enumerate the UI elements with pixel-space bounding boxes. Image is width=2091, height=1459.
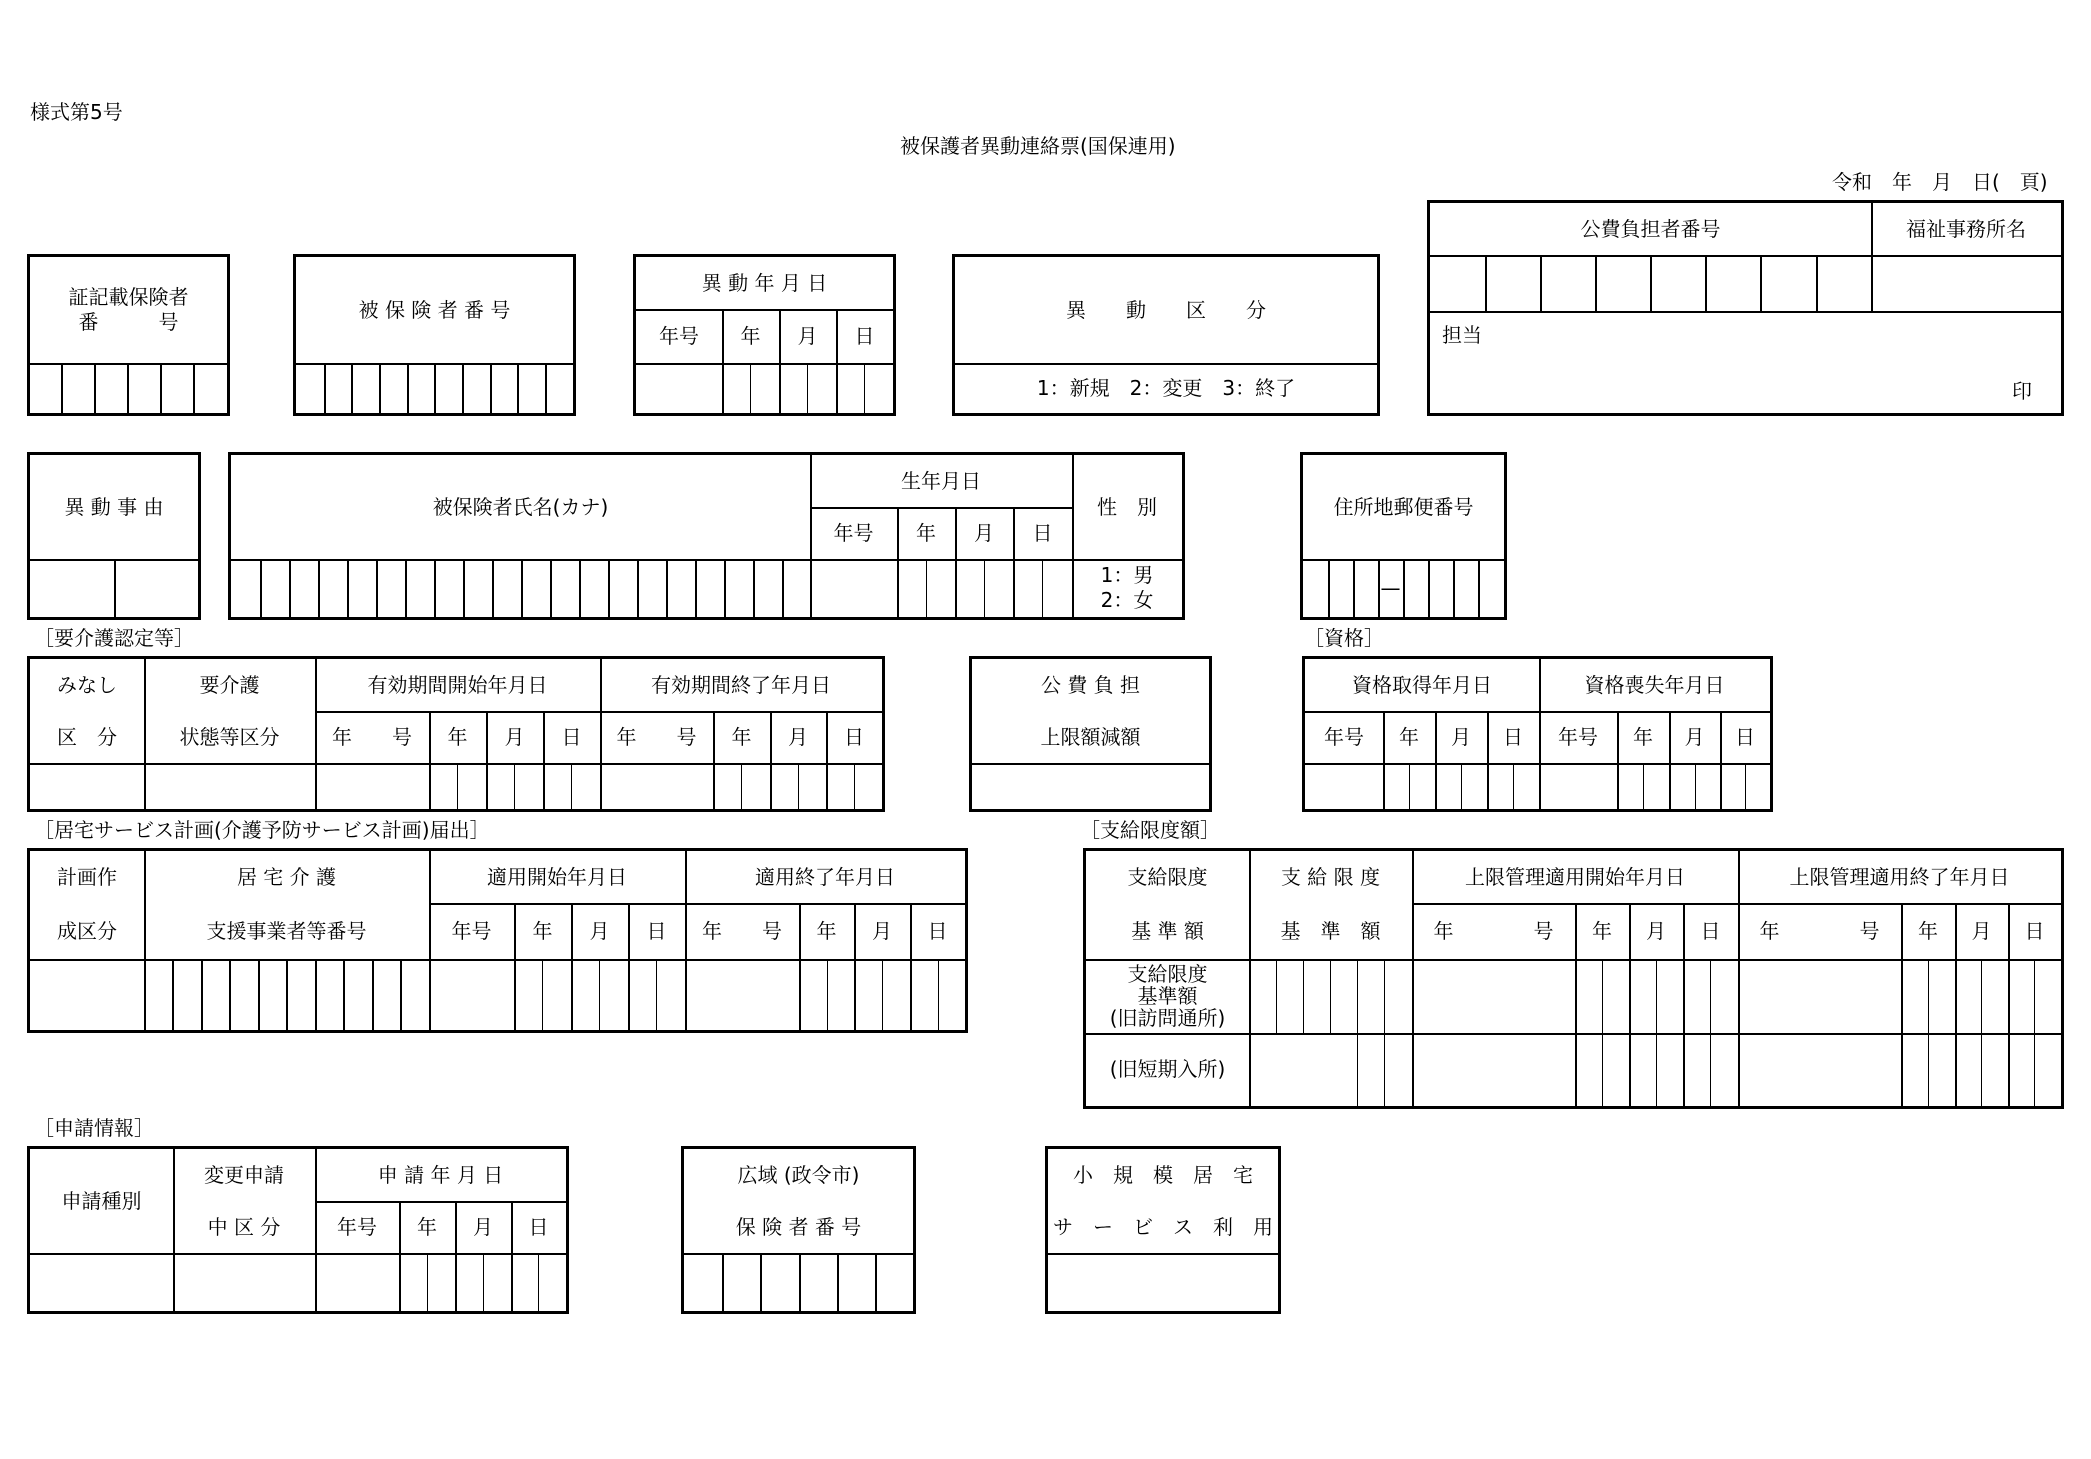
change-reason-label: 異 動 事 由 <box>64 494 164 519</box>
application-table <box>27 1146 569 1314</box>
qual-get-era: 年号 <box>1324 724 1364 749</box>
change-type-label: 異 動 区 分 <box>1066 297 1266 322</box>
old-short-label: (旧短期入所) <box>1109 1057 1226 1081</box>
limit-std-label-2: 基 準 額 <box>1131 918 1204 943</box>
cap-end-year: 年 <box>1918 918 1938 943</box>
deemed-label: みなし <box>57 672 117 697</box>
wide-area-label: 広域 (政令市) <box>737 1162 860 1187</box>
qual-get-month: 月 <box>1451 724 1471 749</box>
change-type-box <box>952 254 1380 416</box>
limit-reduce-label: 上限額減額 <box>1040 724 1141 749</box>
section-qualification: ［資格］ <box>1304 626 1384 650</box>
postal-box <box>1300 452 1507 620</box>
birth-era: 年号 <box>833 520 874 545</box>
birth-day: 日 <box>1032 520 1053 545</box>
valid-end-month: 月 <box>788 724 808 749</box>
name-birth-sex-box <box>228 452 1185 620</box>
insurer-number-label: 証記載保険者 番 号 <box>68 285 189 334</box>
section-care-cert: ［要介護認定等］ <box>34 626 194 650</box>
apply-date-year: 年 <box>417 1214 437 1239</box>
apply-date-day: 日 <box>528 1214 549 1239</box>
change-date-label: 異 動 年 月 日 <box>701 270 828 295</box>
form-title: 被保護者異動連絡票(国保連用) <box>900 134 1176 158</box>
care-status-label: 状態等区分 <box>179 724 280 749</box>
home-plan-table <box>27 848 968 1033</box>
wide-area-box <box>681 1146 916 1314</box>
change-date-month: 月 <box>797 323 818 348</box>
apply-end-label: 適用終了年月日 <box>755 864 895 889</box>
cap-end-label: 上限管理適用終了年月日 <box>1789 864 2010 889</box>
limit-std-label: 支給限度 <box>1127 864 1208 889</box>
apply-start-year: 年 <box>532 918 553 943</box>
payer-number-label: 公費負担者番号 <box>1580 216 1721 241</box>
change-apply-label-2: 中 区 分 <box>207 1214 281 1239</box>
plan-create-label-2: 成区分 <box>57 918 117 943</box>
change-date-day: 日 <box>854 323 875 348</box>
valid-start-day: 日 <box>561 724 582 749</box>
insured-number-label: 被 保 険 者 番 号 <box>358 297 511 322</box>
limit-table <box>1083 848 2064 1109</box>
payer-box <box>1427 200 2064 416</box>
insured-number-box <box>293 254 576 416</box>
qual-loss-year: 年 <box>1633 724 1653 749</box>
change-date-year: 年 <box>740 323 761 348</box>
public-burden-label: 公 費 負 担 <box>1040 672 1141 697</box>
limit-amt-label-2: 基 準 額 <box>1280 918 1381 943</box>
qualification-table <box>1302 656 1773 812</box>
cap-end-day: 日 <box>2024 918 2045 943</box>
change-date-era: 年号 <box>659 323 699 348</box>
cap-end-month: 月 <box>1971 918 1992 943</box>
valid-end-label: 有効期間終了年月日 <box>651 672 831 697</box>
care-cert-table <box>27 656 885 812</box>
valid-start-label: 有効期間開始年月日 <box>367 672 548 697</box>
apply-start-day: 日 <box>646 918 667 943</box>
change-reason-box <box>27 452 201 620</box>
small-scale-label: 小 規 模 居 宅 <box>1073 1162 1253 1187</box>
section-limit: ［支給限度額］ <box>1080 818 1220 842</box>
apply-date-label: 申 請 年 月 日 <box>377 1162 504 1187</box>
date-line: 令和 年 月 日( 頁) <box>1832 170 2048 194</box>
section-home-plan: ［居宅サービス計画(介護予防サービス計画)届出］ <box>34 818 490 842</box>
valid-end-year: 年 <box>731 724 752 749</box>
cap-start-day: 日 <box>1700 918 1721 943</box>
change-date-box <box>633 254 896 416</box>
apply-start-month: 月 <box>589 918 610 943</box>
qual-loss-era: 年号 <box>1558 724 1598 749</box>
apply-date-era: 年号 <box>337 1214 377 1239</box>
valid-end-era: 年 号 <box>616 724 697 749</box>
form-number: 様式第5号 <box>30 100 123 124</box>
cap-end-era: 年 号 <box>1759 918 1880 943</box>
change-apply-label: 変更申請 <box>204 1162 284 1187</box>
limit-amt-label: 支 給 限 度 <box>1280 864 1381 889</box>
sex-label: 性 別 <box>1097 494 1157 519</box>
apply-end-year: 年 <box>816 918 837 943</box>
wide-insurer-label: 保 険 者 番 号 <box>735 1214 862 1239</box>
care-level-label: 要介護 <box>199 672 260 697</box>
plan-create-label: 計画作 <box>57 864 117 889</box>
deemed-category-label: 区 分 <box>57 724 117 749</box>
valid-start-era: 年 号 <box>332 724 412 749</box>
postal-dash: — <box>1380 575 1401 600</box>
home-care-label: 居 宅 介 護 <box>236 864 337 889</box>
valid-end-day: 日 <box>844 724 864 749</box>
postal-label: 住所地郵便番号 <box>1333 494 1474 519</box>
name-kana-label: 被保険者氏名(カナ) <box>432 494 609 519</box>
change-type-options: 1：新規 2：変更 3：終了 <box>1036 375 1296 400</box>
birth-month: 月 <box>974 520 994 545</box>
apply-type-label: 申請種別 <box>61 1188 142 1213</box>
apply-end-month: 月 <box>872 918 892 943</box>
cap-start-year: 年 <box>1592 918 1612 943</box>
valid-start-month: 月 <box>504 724 525 749</box>
qual-get-label: 資格取得年月日 <box>1352 672 1492 697</box>
seal-mark: 印 <box>2012 379 2032 403</box>
qual-loss-label: 資格喪失年月日 <box>1584 672 1725 697</box>
old-visit-label: 支給限度 基準額 (旧訪問通所) <box>1109 962 1226 1030</box>
apply-end-day: 日 <box>927 918 948 943</box>
qual-loss-month: 月 <box>1684 724 1705 749</box>
birth-date-label: 生年月日 <box>901 468 981 493</box>
welfare-office-label: 福祉事務所名 <box>1906 216 2026 241</box>
cap-start-month: 月 <box>1646 918 1666 943</box>
valid-start-year: 年 <box>447 724 468 749</box>
apply-end-era: 年 号 <box>702 918 782 943</box>
support-number-label: 支援事業者等番号 <box>206 918 367 943</box>
small-scale-box <box>1045 1146 1281 1314</box>
qual-get-day: 日 <box>1503 724 1523 749</box>
staff-label: 担当 <box>1442 323 1482 347</box>
sex-options: 1：男 2：女 <box>1100 563 1154 612</box>
section-application: ［申請情報］ <box>34 1116 154 1140</box>
apply-start-label: 適用開始年月日 <box>487 864 627 889</box>
qual-get-year: 年 <box>1399 724 1419 749</box>
cap-start-label: 上限管理適用開始年月日 <box>1465 864 1685 889</box>
qual-loss-day: 日 <box>1735 724 1755 749</box>
cap-start-era: 年 号 <box>1433 918 1554 943</box>
apply-start-era: 年号 <box>451 918 492 943</box>
birth-year: 年 <box>916 520 936 545</box>
insurer-number-box <box>27 254 230 416</box>
apply-date-month: 月 <box>473 1214 493 1239</box>
service-use-label: サ ー ビ ス 利 用 <box>1053 1214 1273 1239</box>
public-burden-box <box>969 656 1212 812</box>
